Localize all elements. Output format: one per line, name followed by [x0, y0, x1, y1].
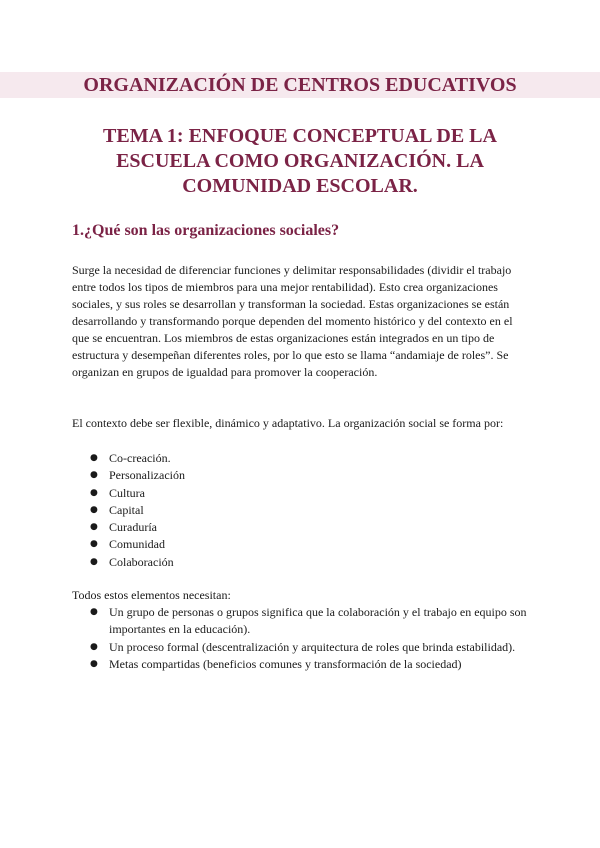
section-heading: 1.¿Qué son las organizaciones sociales?	[72, 222, 340, 239]
tema-title: TEMA 1: ENFOQUE CONCEPTUAL DE LA ESCUELA COMO ORGANIZACIÓN. LA COMUNIDAD ESCOLAR.	[103, 125, 497, 197]
list-item: ● Cultura	[90, 485, 530, 502]
list-item: ● Curaduría	[90, 519, 530, 536]
elements-list	[90, 450, 530, 571]
document-title-text: ORGANIZACIÓN DE CENTROS EDUCATIVOS	[83, 74, 517, 96]
list-item: ● Comunidad	[90, 536, 530, 553]
document-title	[0, 72, 600, 98]
paragraph-necesitan: Todos estos elementos necesitan:	[72, 588, 231, 602]
list-item: ● Personalización	[90, 467, 530, 484]
list-item: ● Co-creación.	[90, 450, 530, 467]
list-item: ● Colaboración	[90, 554, 530, 571]
paragraph-organizaciones: Surge la necesidad de diferenciar funciones y delimitar responsabilidades (dividir el trabajo entre todos los tipos de miembros para una mejor rentabilidad). Esto crea organizaciones sociales, y sus roles se desarrollan y transforman la sociedad. Estas organizaciones se están desarrollando y transformando porque dependen del momento histórico y del contexto en el que se encuentran. Los miembros de estas organizaciones están integrados en un tipo de estructura y desempeñan diferentes roles, por lo que esto se llama “andamiaje de roles”. Se organizan en grupos de igualdad para promover la cooperación.	[72, 263, 513, 379]
list-item: ● Un grupo de personas o grupos significa que la colaboración y el trabajo en equipo son importantes en la educación).	[90, 604, 530, 639]
list-item: ● Un proceso formal (descentralización y arquitectura de roles que brinda estabilidad).	[90, 639, 530, 656]
paragraph-contexto: El contexto debe ser flexible, dinámico y adaptativo. La organización social se forma por:	[72, 416, 504, 430]
list-item: ● Capital	[90, 502, 530, 519]
list-item: ● Metas compartidas (beneficios comunes y transformación de la sociedad)	[90, 656, 530, 673]
requirements-list	[90, 604, 530, 673]
